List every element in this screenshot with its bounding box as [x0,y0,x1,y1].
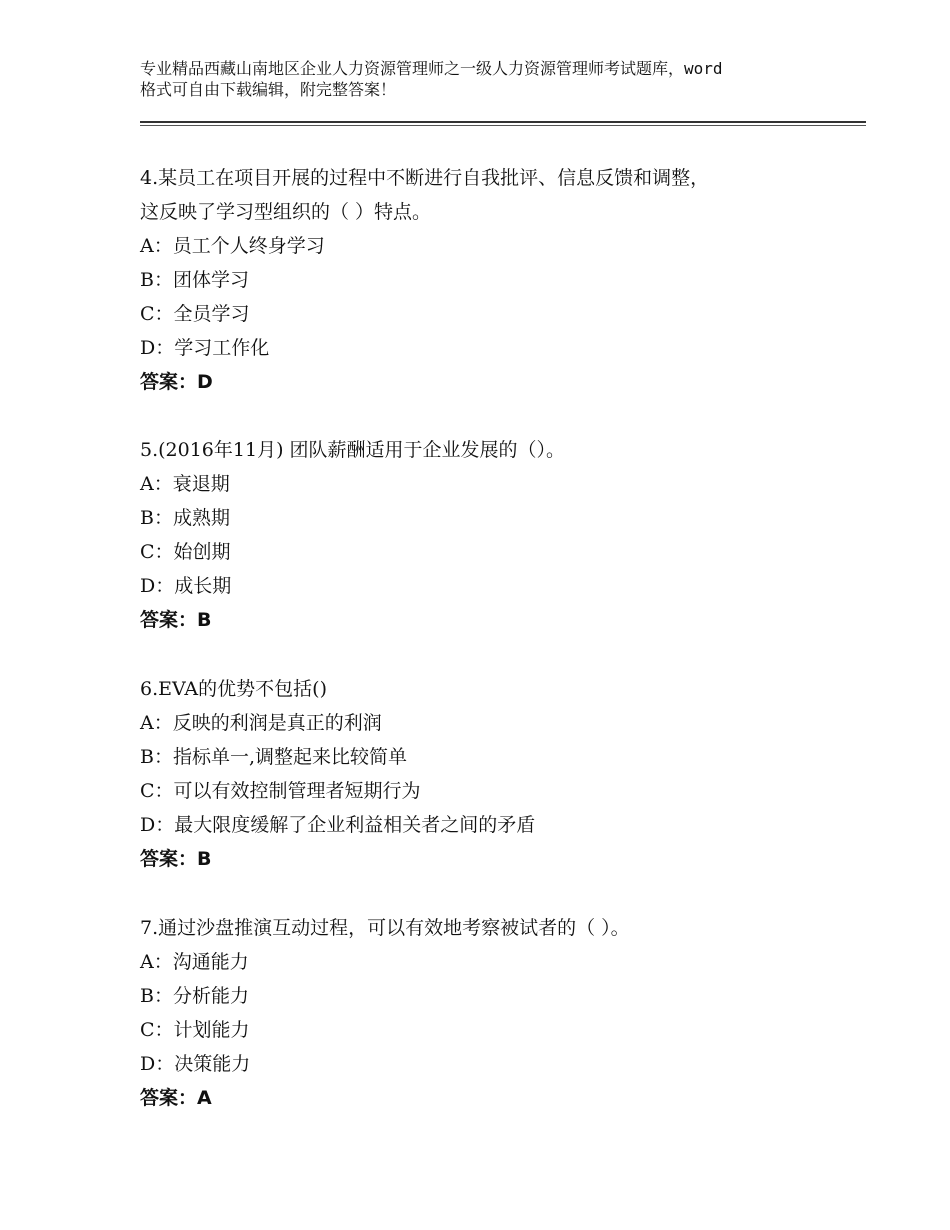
header-line-1: 专业精品西藏山南地区企业人力资源管理师之一级人力资源管理师考试题库，word [140,59,723,78]
option-d: D：决策能力 [140,1053,251,1075]
option-a: A：衰退期 [140,473,230,495]
answer-label: 答案：B [140,609,212,631]
option-d: D：成长期 [140,575,232,597]
header-line-2: 格式可自由下载编辑，附完整答案！ [140,80,397,99]
question-5 [140,433,860,637]
question-stem: 7.通过沙盘推演互动过程，可以有效地考察被试者的（ ）。 [140,917,630,939]
option-a: A：反映的利润是真正的利润 [140,712,382,734]
option-c: C：计划能力 [140,1019,250,1041]
option-b: B：指标单一,调整起来比较简单 [140,746,408,768]
answer-label: 答案：D [140,371,213,393]
option-a: A：沟通能力 [140,951,249,973]
header-divider-thin [140,125,866,126]
option-b: B：分析能力 [140,985,249,1007]
option-a: A：员工个人终身学习 [140,235,325,257]
option-b: B：成熟期 [140,507,230,529]
option-c: C：始创期 [140,541,231,563]
question-stem: 这反映了学习型组织的（ ）特点。 [140,201,432,223]
answer-label: 答案：A [140,1087,212,1109]
option-c: C：可以有效控制管理者短期行为 [140,780,421,802]
option-b: B：团体学习 [140,269,249,291]
question-6 [140,672,860,876]
question-stem: 4.某员工在项目开展的过程中不断进行自我批评、信息反馈和调整， [140,167,710,189]
answer-label: 答案：B [140,848,212,870]
question-4 [140,161,860,399]
question-stem: 5.(2016年11月) 团队薪酬适用于企业发展的（）。 [140,439,566,461]
header-divider [140,121,866,123]
question-7 [140,911,860,1115]
question-stem: 6.EVA的优势不包括() [140,678,327,700]
option-c: C：全员学习 [140,303,250,325]
option-d: D：学习工作化 [140,337,270,359]
document-header [140,58,840,100]
option-d: D：最大限度缓解了企业利益相关者之间的矛盾 [140,814,536,836]
